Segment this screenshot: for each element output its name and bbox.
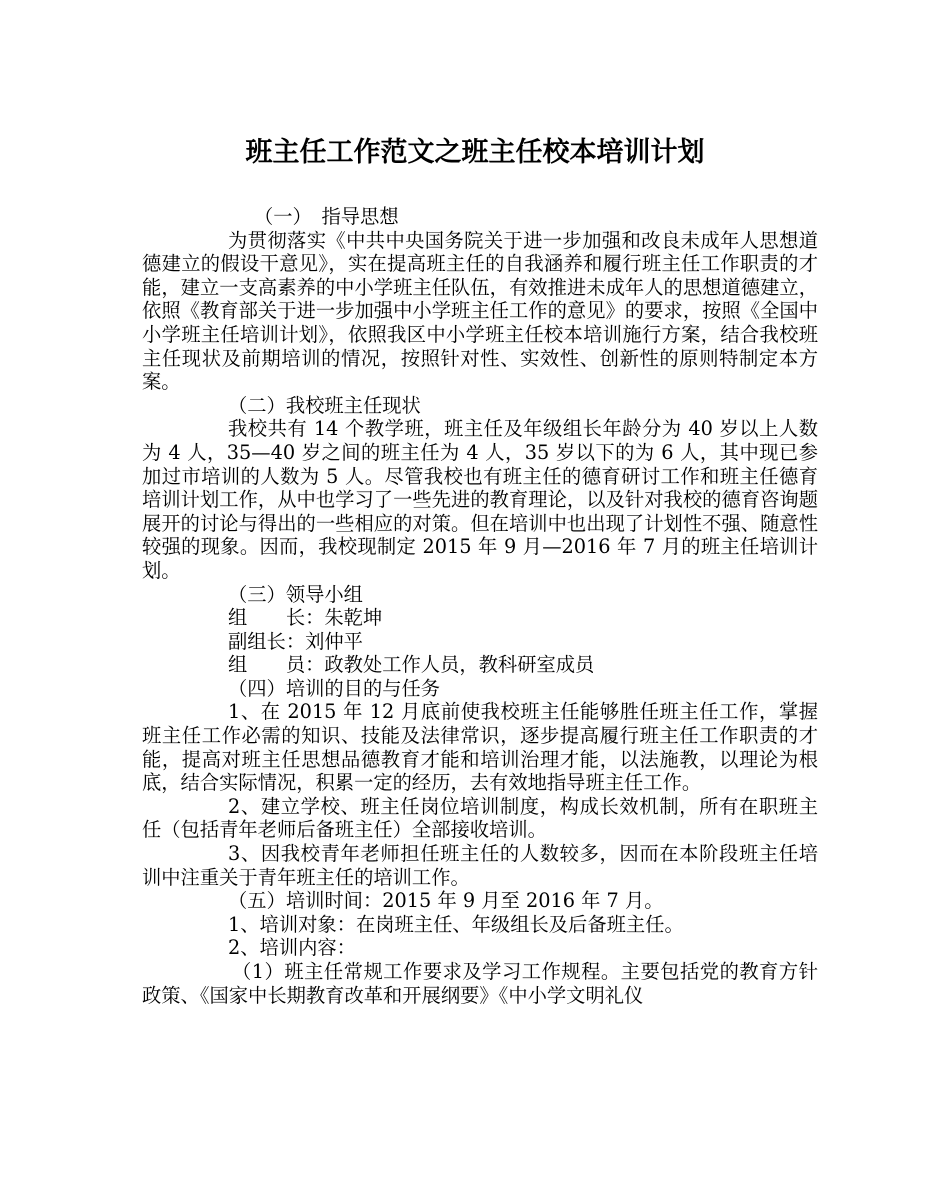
paragraph-current-status: 我校共有 14 个教学班，班主任及年级组长年龄分为 40 岁以上人数为 4 人，35—40 岁之间的班主任为 4 人，35 岁以下的为 6 人，其中现已参加过市培训的人数为 5 人。尽管我校也有班主任的德育研讨工作和班主任德育培训计划工作，从中也学习了一些先进的教育理论，以及针对我校的德育咨询题展开的讨论与得出的一些相应的对策。但在培训中也出现了计划性不强、随意性较强的现象。因而，我校现制定 2015 年 9 月—2016 年 7 月的班主任培训计划。 [142, 417, 818, 582]
section-heading-5: （五）培训时间：2015 年 9 月至 2016 年 7 月。 [228, 889, 664, 913]
section-heading-3: （三）领导小组 [228, 582, 363, 606]
training-content-item-1: （1）班主任常规工作要求及学习工作规程。主要包括党的教育方针政策、《国家中长期教育改革和开展纲要》《中小学文明礼仪 [142, 960, 818, 1007]
deputy-leader-line: 副组长：刘仲平 [228, 629, 363, 653]
goal-item-2: 2、建立学校、班主任岗位培训制度，构成长效机制，所有在职班主任（包括青年老师后备班主任）全部接收培训。 [142, 794, 818, 842]
training-content-heading: 2、培训内容： [228, 936, 356, 960]
training-targets: 1、培训对象：在岗班主任、年级组长及后备班主任。 [228, 912, 684, 936]
section-heading-1: （一） 指导思想 [254, 205, 399, 228]
goal-item-3: 3、因我校青年老师担任班主任的人数较多，因而在本阶段班主任培训中注重关于青年班主任的培训工作。 [142, 842, 818, 889]
members-line: 组 员：政教处工作人员，教科研室成员 [228, 653, 595, 677]
leader-line: 组 长：朱乾坤 [228, 606, 383, 630]
paragraph-guiding-ideology: 为贯彻落实《中共中央国务院关于进一步加强和改良未成年人思想道德建立的假设干意见》，实在提高班主任的自我涵养和履行班主任工作职责的才能，建立一支高素养的中小学班主任队伍，有效推进未成年人的思想道德建立，依照《教育部关于进一步加强中小学班主任工作的意见》的要求，按照《全国中小学班主任培训计划》，依照我区中小学班主任校本培训施行方案，结合我校班主任现状及前期培训的情况，按照针对性、实效性、创新性的原则特制定本方案。 [142, 228, 818, 394]
section-heading-4: （四）培训的目的与任务 [228, 676, 441, 700]
document-title: 班主任工作范文之班主任校本培训计划 [245, 137, 705, 168]
section-heading-2: （二）我校班主任现状 [228, 393, 421, 417]
document-body [142, 205, 818, 1007]
goal-item-1: 1、在 2015 年 12 月底前使我校班主任能够胜任班主任工作，掌握班主任工作必需的知识、技能及法律常识，逐步提高履行班主任工作职责的才能，提高对班主任思想品德教育才能和培训治理才能，以法施教，以理论为根底，结合实际情况，积累一定的经历，去有效地指导班主任工作。 [142, 700, 818, 795]
